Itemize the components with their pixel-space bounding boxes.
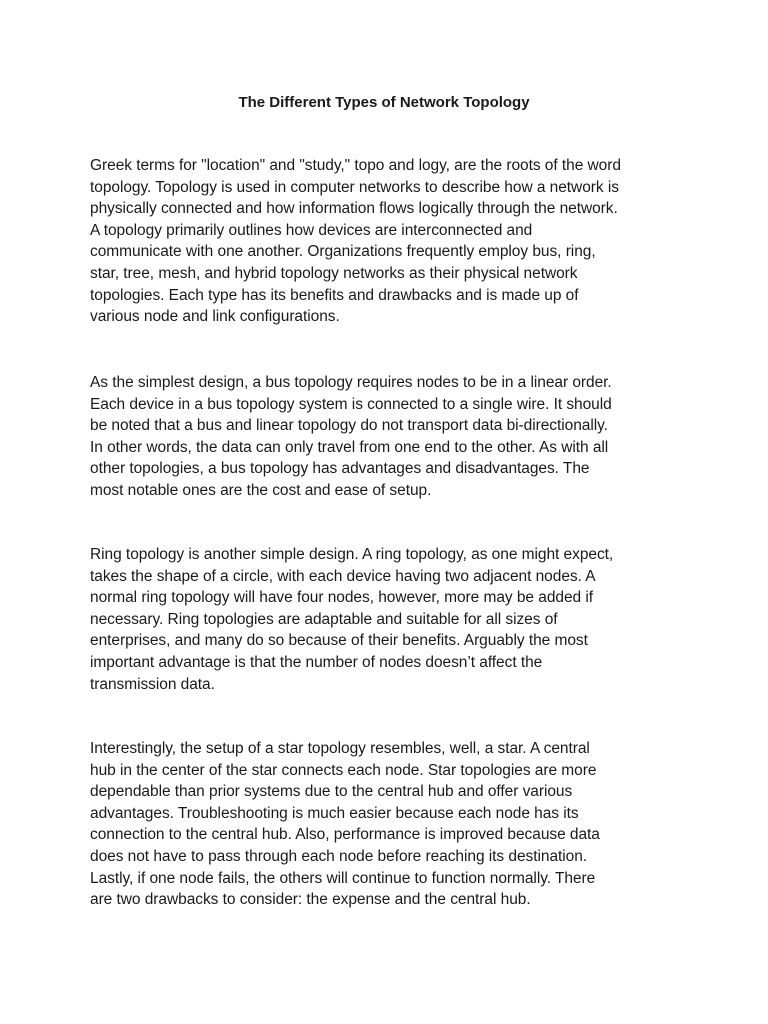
paragraph-line: dependable than prior systems due to the central hub and offer various	[90, 783, 573, 801]
paragraph-line: topologies. Each type has its benefits and drawbacks and is made up of	[90, 286, 579, 304]
paragraph-line: Greek terms for "location" and "study," topo and logy, are the roots of the word	[90, 157, 621, 174]
document-title: The Different Types of Network Topology	[238, 94, 530, 111]
paragraph-line: topology. Topology is used in computer networks to describe how a network is	[90, 178, 619, 196]
paragraph-line: be noted that a bus and linear topology do not transport data bi-directionally.	[90, 417, 608, 435]
paragraph-line: does not have to pass through each node before reaching its destination.	[90, 847, 588, 865]
paragraph-line: necessary. Ring topologies are adaptable and suitable for all sizes of	[90, 610, 558, 628]
paragraph-line: connection to the central hub. Also, performance is improved because data	[90, 826, 600, 844]
paragraph-line: important advantage is that the number of nodes doesn’t affect the	[90, 653, 543, 671]
paragraph-star-topology	[90, 738, 690, 911]
paragraph-line: A topology primarily outlines how devices are interconnected and	[90, 221, 533, 239]
paragraph-bus-topology	[90, 372, 690, 502]
paragraph-line: enterprises, and many do so because of their benefits. Arguably the most	[90, 632, 588, 650]
paragraph-line: transmission data.	[90, 675, 215, 693]
paragraph-line: Ring topology is another simple design. A ring topology, as one might expect,	[90, 546, 614, 563]
paragraph-line: normal ring topology will have four nodes, however, more may be added if	[90, 589, 594, 607]
paragraph-line: Each device in a bus topology system is connected to a single wire. It should	[90, 395, 612, 413]
paragraph-line: various node and link configurations.	[90, 308, 340, 326]
paragraph-line: physically connected and how information flows logically through the network.	[90, 200, 618, 218]
paragraph-line: communicate with one another. Organizations frequently employ bus, ring,	[90, 243, 596, 261]
paragraph-line: Lastly, if one node fails, the others will continue to function normally. There	[90, 869, 596, 887]
paragraph-line: are two drawbacks to consider: the expense and the central hub.	[90, 891, 531, 909]
paragraph-line: As the simplest design, a bus topology requires nodes to be in a linear order.	[90, 374, 612, 391]
paragraph-line: In other words, the data can only travel from one end to the other. As with all	[90, 438, 609, 456]
paragraph-line: Interestingly, the setup of a star topology resembles, well, a star. A central	[90, 740, 590, 757]
paragraph-line: takes the shape of a circle, with each device having two adjacent nodes. A	[90, 567, 596, 585]
paragraph-ring-topology	[90, 544, 690, 695]
paragraph-line: advantages. Troubleshooting is much easier because each node has its	[90, 804, 579, 822]
paragraph-introduction	[90, 155, 690, 328]
paragraph-line: star, tree, mesh, and hybrid topology networks as their physical network	[90, 264, 578, 282]
paragraph-line: most notable ones are the cost and ease of setup.	[90, 481, 432, 499]
paragraph-line: other topologies, a bus topology has advantages and disadvantages. The	[90, 460, 590, 478]
paragraph-line: hub in the center of the star connects each node. Star topologies are more	[90, 761, 597, 779]
